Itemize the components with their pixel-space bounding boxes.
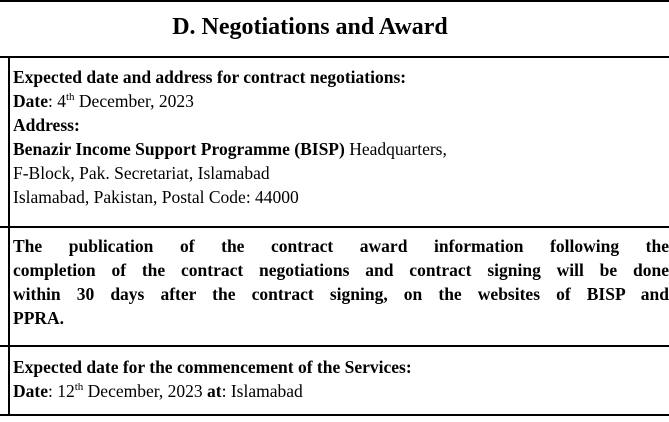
publication-line-1: The publication of the contract award information following the [13,236,669,256]
table-left-border [8,56,10,416]
date-day: 4 [57,91,66,111]
date-rest: December, 2023 [74,91,194,111]
address-line-1 [13,137,669,161]
commencement-heading: Expected date for the commencement of the Services: [13,357,412,377]
address-line-3: Islamabad, Pakistan, Postal Code: 44000 [13,187,299,207]
publication-line-2: completion of the contract negotiations and contract signing will be done [13,260,669,280]
commencement-at-label: at [207,381,222,401]
header-bottom-border [0,56,669,58]
commencement-date [13,379,669,403]
commencement-cell [13,355,669,403]
table-bottom-border [0,414,669,416]
publication-line-3: within 30 days after the contract signing, on the websites of BISP and [13,284,669,304]
address-label: Address: [13,115,80,135]
row-divider-2 [0,345,669,347]
org-rest: Headquarters, [344,139,447,159]
date-suffix: th [65,91,75,104]
commencement-date-day: 12 [57,381,75,401]
section-title: D. Negotiations and Award [172,14,448,40]
commencement-date-suffix: th [74,381,84,394]
row-divider-1 [0,226,669,228]
commencement-date-rest: December, 2023 [83,381,207,401]
commencement-date-label: Date [13,381,48,401]
negotiations-cell [13,65,669,209]
commencement-date-separator: : [47,381,58,401]
org-name: Benazir Income Support Programme (BISP) [13,139,345,159]
publication-cell [13,234,669,330]
address-line-2: F-Block, Pak. Secretariat, Islamabad [13,163,270,183]
table-top-border [0,0,669,2]
date-label: Date [13,91,48,111]
publication-line-4: PPRA. [13,308,65,328]
negotiations-heading: Expected date and address for contract negotiations: [13,67,407,87]
commencement-location: : Islamabad [221,381,303,401]
negotiations-date [13,89,669,113]
date-separator: : [47,91,58,111]
